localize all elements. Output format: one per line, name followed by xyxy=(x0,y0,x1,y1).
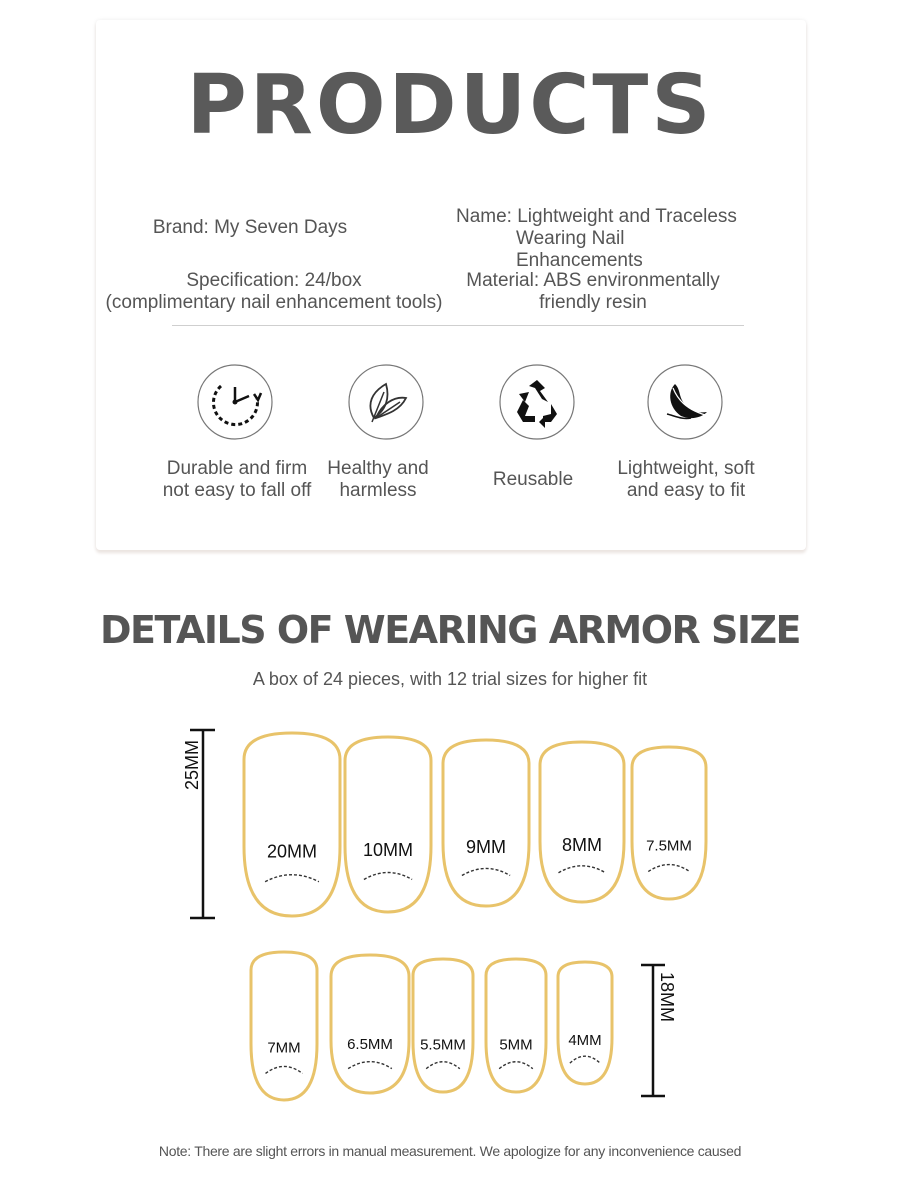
name-spec-line1: Name: Lightweight and Traceless xyxy=(456,206,737,227)
nail-row1-1 xyxy=(244,733,340,916)
feature-lightweight-line2: and easy to fit xyxy=(626,480,746,501)
measurement-note: Note: There are slight errors in manual measurement. We apologize for any inconvenience caused xyxy=(158,1143,742,1159)
nail-row1-3 xyxy=(443,740,529,906)
size-label-row1-1: 20MM xyxy=(266,841,318,862)
brand-spec: Brand: My Seven Days xyxy=(152,217,348,238)
feature-lightweight xyxy=(606,458,766,502)
nail-row2-3 xyxy=(413,959,473,1092)
nail-row1-5 xyxy=(632,747,706,899)
leaf-icon xyxy=(348,364,424,440)
section-divider xyxy=(172,325,744,326)
nail-row2-2 xyxy=(331,955,409,1093)
feature-healthy-line1: Healthy and xyxy=(327,458,429,479)
material-line2: friendly resin xyxy=(539,292,647,313)
material-spec xyxy=(448,270,738,314)
size-label-row2-5: 4MM xyxy=(568,1031,602,1049)
name-spec xyxy=(446,206,746,272)
spec-line1: Specification: 24/box xyxy=(186,270,362,291)
size-label-row1-4: 8MM xyxy=(562,834,602,855)
size-label-row1-3: 9MM xyxy=(466,836,506,857)
nail-row1-2 xyxy=(345,737,431,912)
nail-row2-4 xyxy=(486,959,546,1092)
spec-line2: (complimentary nail enhancement tools) xyxy=(105,292,443,313)
size-label-row2-4: 5MM xyxy=(499,1036,533,1054)
feature-lightweight-line1: Lightweight, soft xyxy=(617,458,755,479)
size-label-row2-1: 7MM xyxy=(267,1039,301,1057)
size-label-row1-2: 10MM xyxy=(362,840,414,860)
length-bar-18mm xyxy=(641,965,677,1096)
size-section-subtitle: A box of 24 pieces, with 12 trial sizes for higher fit xyxy=(252,669,648,689)
feature-durable-line2: not easy to fall off xyxy=(162,480,312,501)
recycle-icon xyxy=(499,364,575,440)
size-label-row1-5: 7.5MM xyxy=(646,837,692,855)
name-spec-line2: Wearing Nail Enhancements xyxy=(516,228,643,271)
feature-healthy xyxy=(298,458,458,502)
specification-spec xyxy=(100,270,448,314)
feature-reusable-line1: Reusable xyxy=(492,469,574,490)
feather-icon xyxy=(647,364,723,440)
page-title: PRODUCTS xyxy=(186,58,714,153)
length-bar-25mm xyxy=(182,730,215,918)
size-label-row2-3: 5.5MM xyxy=(420,1036,466,1054)
nail-row1-4 xyxy=(540,742,624,902)
length-label-25mm: 25MM xyxy=(182,739,202,791)
nail-row2-5 xyxy=(558,962,612,1084)
feature-durable-line1: Durable and firm xyxy=(166,458,308,479)
material-line1: Material: ABS environmentally xyxy=(466,270,720,291)
nail-row2-1 xyxy=(251,952,317,1100)
size-label-row2-2: 6.5MM xyxy=(347,1035,393,1053)
feature-durable xyxy=(157,458,317,502)
size-section-title: DETAILS OF WEARING ARMOR SIZE xyxy=(99,608,801,652)
nail-size-diagram xyxy=(0,700,900,1160)
length-label-18mm: 18MM xyxy=(657,971,677,1023)
clock-icon xyxy=(197,364,273,440)
feature-reusable xyxy=(453,469,613,491)
feature-healthy-line2: harmless xyxy=(339,480,417,501)
